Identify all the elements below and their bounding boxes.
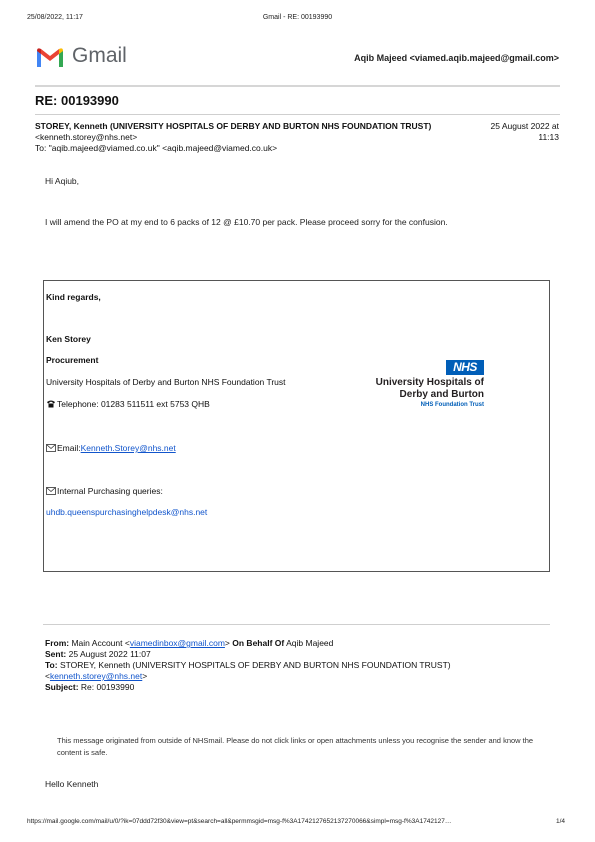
gmail-logo-text: Gmail [72,44,127,67]
sig-email-link[interactable]: Kenneth.Storey@nhs.net [80,443,176,453]
fwd-to-label: To: [45,660,58,670]
to-value: "aqib.majeed@viamed.co.uk" <aqib.majeed@viamed.co.uk> [48,143,278,153]
nhs-logo-icon: NHS [446,360,484,375]
sig-dept: Procurement [46,355,99,365]
fwd-to-email [45,671,147,682]
fwd-to-close: > [142,671,148,681]
date-line: 25 August 2022 at [490,121,559,131]
message-recipients [35,143,277,153]
fwd-sent-label: Sent: [45,649,67,659]
fwd-from-email-link[interactable]: viamedinbox@gmail.com [129,638,225,648]
fwd-sent [45,649,151,660]
external-notice: This message originated from outside of NHSmail. Please do not click links or open attachments unless you recognise the sender and know the content is safe. [57,736,534,757]
fwd-to-email-link[interactable]: kenneth.storey@nhs.net [49,671,143,681]
nhs-logo-line1: University Hospitals of [375,377,484,388]
hello-greeting: Hello Kenneth [45,779,99,789]
print-page-number: 1/4 [556,818,566,825]
envelope-icon [46,487,56,495]
account-email: Aqib Majeed <viamed.aqib.majeed@gmail.com> [354,53,559,63]
fwd-subject-value: Re: 00193990 [80,682,135,692]
fwd-from-close: > [224,638,230,648]
sig-name: Ken Storey [46,334,91,344]
fwd-from [45,638,333,649]
to-label: To: [35,143,47,153]
fwd-behalf-value: Aqib Majeed [286,638,334,648]
purchasing-label: Internal Purchasing queries: [57,486,163,496]
greeting: Hi Aqiub, [45,176,80,186]
header-divider [35,85,560,87]
time-line: 11:13 [538,132,559,142]
nhs-logo-line3: NHS Foundation Trust [420,402,484,408]
envelope-icon [46,444,56,452]
sender-email: <kenneth.storey@nhs.net> [35,132,138,142]
print-url: https://mail.google.com/mail/u/0/?ik=07ddd72f30&view=pt&search=all&permmsgid=msg-f%3A1742127652137270066&simpl=msg-f%3A1742127… [27,818,452,825]
sig-purchasing [46,486,163,496]
fwd-subject-label: Subject: [45,682,79,692]
print-title: Gmail - RE: 00193990 [262,14,333,21]
email-label: Email: [57,443,81,453]
fwd-from-label: From: [45,638,70,648]
sig-email [46,443,176,453]
message-sender [35,121,465,143]
thread-subject: RE: 00193990 [35,93,119,108]
subject-divider [35,114,560,115]
sender-name: STOREY, Kenneth (UNIVERSITY HOSPITALS OF DERBY AND BURTON NHS FOUNDATION TRUST) [35,121,432,131]
signature-box [43,280,550,572]
fwd-behalf-label: On Behalf Of [232,638,285,648]
message-date [469,121,559,143]
fwd-sent-value: 25 August 2022 11:07 [68,649,151,659]
fwd-subject [45,682,134,693]
telephone-icon [46,400,56,408]
sig-telephone [46,399,210,409]
message-body: I will amend the PO at my end to 6 packs of 12 @ £10.70 per pack. Please proceed sorry for the confusion. [45,217,448,227]
sig-org: University Hospitals of Derby and Burton NHS Foundation Trust [46,377,286,387]
print-datetime: 25/08/2022, 11:17 [27,14,83,21]
gmail-logo-icon [35,45,65,69]
nhs-logo-line2: Derby and Burton [399,389,484,400]
purchasing-email-link[interactable]: uhdb.queenspurchasinghelpdesk@nhs.net [46,507,208,517]
sig-regards: Kind regards, [46,292,101,302]
fwd-to-value: STOREY, Kenneth (UNIVERSITY HOSPITALS OF DERBY AND BURTON NHS FOUNDATION TRUST) [59,660,451,670]
fwd-to [45,660,545,671]
forward-divider [43,624,550,625]
fwd-to-open: < [45,671,50,681]
telephone-text: Telephone: 01283 511511 ext 5753 QHB [57,399,210,409]
fwd-from-value: Main Account < [71,638,130,648]
